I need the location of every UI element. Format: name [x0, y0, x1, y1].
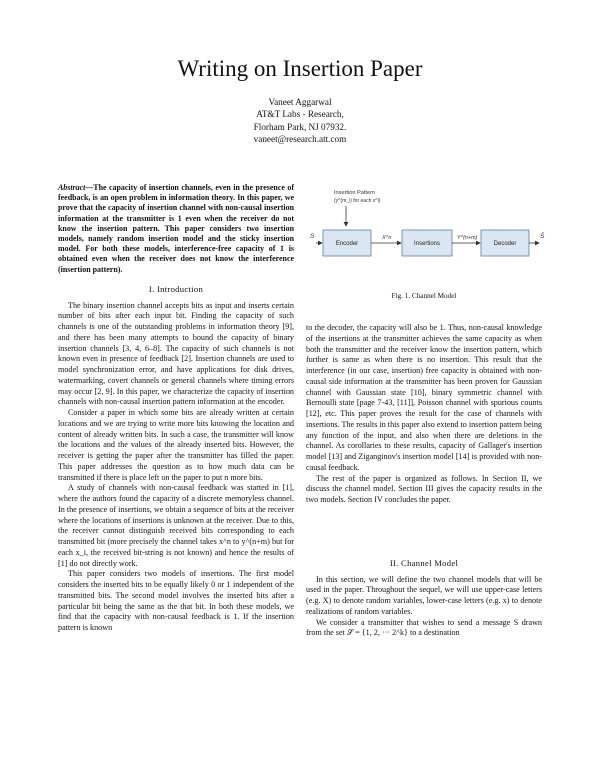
author-address: Florham Park, NJ 07932. — [253, 121, 347, 132]
pattern-label: Insertion Pattern — [334, 190, 376, 196]
y-symbol: Y^(n+m) — [457, 235, 478, 241]
channel-paragraph: In this section, we will define the two channel models that will be used in the paper. Throughout the sequel, we will use upper-case letters (e.g. X) to denote random variables, lower-case letters (e.g. x) to denote realizations of random variables. — [306, 574, 542, 616]
x-symbol: X^n — [382, 235, 392, 241]
input-symbol: S — [310, 233, 315, 240]
intro-paragraph: The binary insertion channel accepts bits as input and inserts certain number of bits after each input bit. Finding the capacity of such channels is one of the outstanding problems in information theory [9], and there has been many attempts to bound the capacity of binary insertion channels [3, 4, 6–8]. The capacity of such channels is not known even in presence of feedback [2]. Insertion channels are used to model synchronization error, and have applications for disk drives, watermarking, covert channels or general channels where timing errors may occur [2, 9]. In this paper, we characterize the capacity of insertion channels with non-causal insertion pattern information at the encoder. — [58, 300, 294, 407]
intro-paragraph: This paper considers two models of insertions. The first model considers the inserted bits to be equally likely 0 or 1 independent of the transmitted bits. The second model involves the inserted bits after a particular bit being the same as the that bit. In both these models, we find that the capacity with non-causal feedback is 1. If the insertion pattern is known — [58, 569, 294, 633]
author-email: vaneet@research.att.com — [253, 134, 347, 145]
encoder-label: Encoder — [335, 241, 359, 247]
insertions-label: Insertions — [413, 241, 441, 247]
abstract-lead: Abstract — [58, 183, 86, 192]
right-paragraph: The rest of the paper is organized as follows. In Section II, we discuss the channel model. Section III gives the capacity results in the two models. Section IV concludes the paper. — [306, 473, 542, 504]
figure-channel-model — [306, 178, 546, 308]
section-heading-channel-model: II. Channel Model — [389, 557, 459, 568]
right-paragraph: to the decoder, the capacity will also be 1. Thus, non-causal knowledge of the insertions at the transmitter achieves the same capacity as when both the transmitter and the receiver know the insertion pattern, which further is same as when there is no insertion. This result that the interference (in our case, insertion) free capacity is obtained with non-causal side information at the transmitter has been proven for Gaussian channel with Gaussian state [10], binary symmetric channel with Bernoulli state [page 7-43, [11]], Poisson channel with spurious counts [12], etc. This paper proves the result for the case of channels with insertions. The results in this paper also extend to insertion pattern being any function of the input, and also when there are deletions in the channel. As corollaries to these results, capacity of Gallager's insertion model [13] and Ziganginov's insertion model [14] is provided with non-causal feedback. — [306, 323, 542, 472]
abstract-text: —The capacity of insertion channels, even in the presence of feedback, is an open problem in information theory. In this paper, we prove that the capacity of insertion channel with non-causal insertion information at the transmitter is 1 even when the receiver do not know the insertion pattern. This paper considers two insertion models, namely random insertion model and the sticky insertion model. For both these models, interference-free capacity of 1 is obtained even when the receiver does not know the interference (insertion pattern). — [58, 183, 294, 274]
decoder-label: Decoder — [493, 241, 517, 247]
author-block — [0, 96, 600, 146]
paper-title: Writing on Insertion Paper — [177, 56, 423, 81]
section-heading-intro: I. Introduction — [148, 283, 204, 294]
channel-model-diagram — [306, 178, 546, 290]
author-name: Vaneet Aggarwal — [268, 97, 332, 107]
abstract — [58, 183, 294, 275]
output-symbol: Ŝ — [540, 233, 545, 240]
left-column — [58, 183, 294, 634]
intro-paragraph: A study of channels with non-causal feedback was started in [1], where the authors found the capacity of a discrete memoryless channel. In the presence of insertions, we obtain a sequence of bits at the receiver where the locations of insertions is unknown at the receiver. Due to this, the receiver cannot distinguish received bits corresponding to each transmitted bit (more precisely the channel takes x^n to y^(n+m) but for each x_i, the received bit-string is not known) and hence the results of [1] do not directly work. — [58, 483, 294, 568]
intro-paragraph: Consider a paper in which some bits are already written at certain locations and we are trying to write more bits knowing the location and content of already written bits. In such a case, the transmitter will know the locations and the values of the already inserted bits. However, the receiver is getting the paper after the transmitter has filled the paper. This paper addresses the question as to how much data can be transmitted if there is place left on the paper to put n more bits. — [58, 408, 294, 482]
author-org: AT&T Labs - Research, — [256, 109, 344, 120]
channel-paragraph: We consider a transmitter that wishes to send a message S drawn from the set 𝒮 = {1, 2, ··· 2^k} to a destination — [306, 617, 542, 638]
pattern-sub-label: (y^(m_i) for each x^i) — [334, 198, 381, 204]
right-column — [306, 323, 542, 639]
figure-caption: Fig. 1. Channel Model — [391, 292, 457, 300]
